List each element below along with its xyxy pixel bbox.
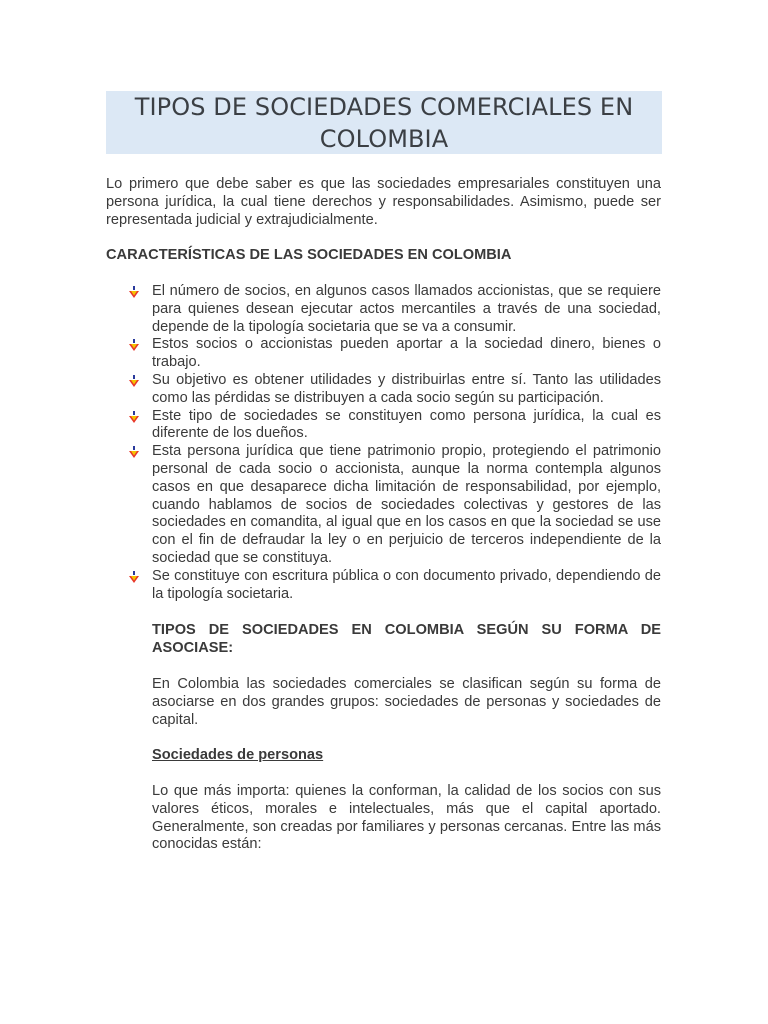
list-item-text: Se constituye con escritura pública o con documento privado, dependiendo de la tipología societaria. <box>152 567 661 602</box>
arrow-down-bullet-icon <box>128 375 140 388</box>
arrow-down-bullet-icon <box>128 286 140 299</box>
intro-paragraph: Lo primero que debe saber es que las sociedades empresariales constituyen una persona jurídica, la cual tiene derechos y responsabilidades. Asimismo, puede ser representada judicial y extrajudicialmente. <box>106 176 661 228</box>
sociedades-personas-paragraph: Lo que más importa: quienes la conforman, la calidad de los socios con sus valores éticos, morales e intelectuales, más que el capital aportado. Generalmente, son creadas por familiares y personas cercanas. Entre las más conocidas están: <box>152 783 661 853</box>
subheading-sociedades-personas: Sociedades de personas <box>152 747 324 763</box>
list-item <box>128 336 661 372</box>
arrow-down-bullet-icon <box>128 571 140 584</box>
section-heading-caracteristicas: CARACTERÍSTICAS DE LAS SOCIEDADES EN COLOMBIA <box>106 247 512 263</box>
page-title: TIPOS DE SOCIEDADES COMERCIALES EN COLOMBIA <box>134 93 634 153</box>
list-item-text: Su objetivo es obtener utilidades y distribuirlas entre sí. Tanto las utilidades como las pérdidas se distribuyen a cada socio según su participación. <box>152 371 661 406</box>
arrow-down-bullet-icon <box>128 411 140 424</box>
list-item <box>128 408 661 444</box>
list-item-text: Estos socios o accionistas pueden aportar a la sociedad dinero, bienes o trabajo. <box>152 336 661 371</box>
title-banner <box>106 91 662 154</box>
list-item-text: Esta persona jurídica que tiene patrimonio propio, protegiendo el patrimonio personal de cada socio o accionista, aunque la norma contempla algunos casos en que desaparece dicha limitación de responsabilidad, por ejemplo, cuando hablamos de socios de sociedades colectivas y gestores de las sociedades en comandita, al igual que en los casos en que la sociedad se use con el fin de defraudar la ley o en perjuicio de terceros independiente de la sociedad que se constituya. <box>152 443 661 566</box>
characteristics-list <box>128 283 661 603</box>
arrow-down-bullet-icon <box>128 446 140 459</box>
list-item <box>128 568 661 604</box>
section-heading-tipos: TIPOS DE SOCIEDADES EN COLOMBIA SEGÚN SU FORMA DE ASOCIASE: <box>152 622 661 656</box>
list-item <box>128 283 661 336</box>
list-item <box>128 372 661 408</box>
arrow-down-bullet-icon <box>128 339 140 352</box>
classification-paragraph: En Colombia las sociedades comerciales se clasifican según su forma de asociarse en dos grandes grupos: sociedades de personas y sociedades de capital. <box>152 676 661 728</box>
list-item-text: Este tipo de sociedades se constituyen como persona jurídica, la cual es diferente de los dueños. <box>152 407 661 442</box>
list-item-text: El número de socios, en algunos casos llamados accionistas, que se requiere para quienes desean ejecutar actos mercantiles a través de una sociedad, depende de la tipología societaria que se va a consumir. <box>152 283 661 335</box>
list-item <box>128 443 661 568</box>
